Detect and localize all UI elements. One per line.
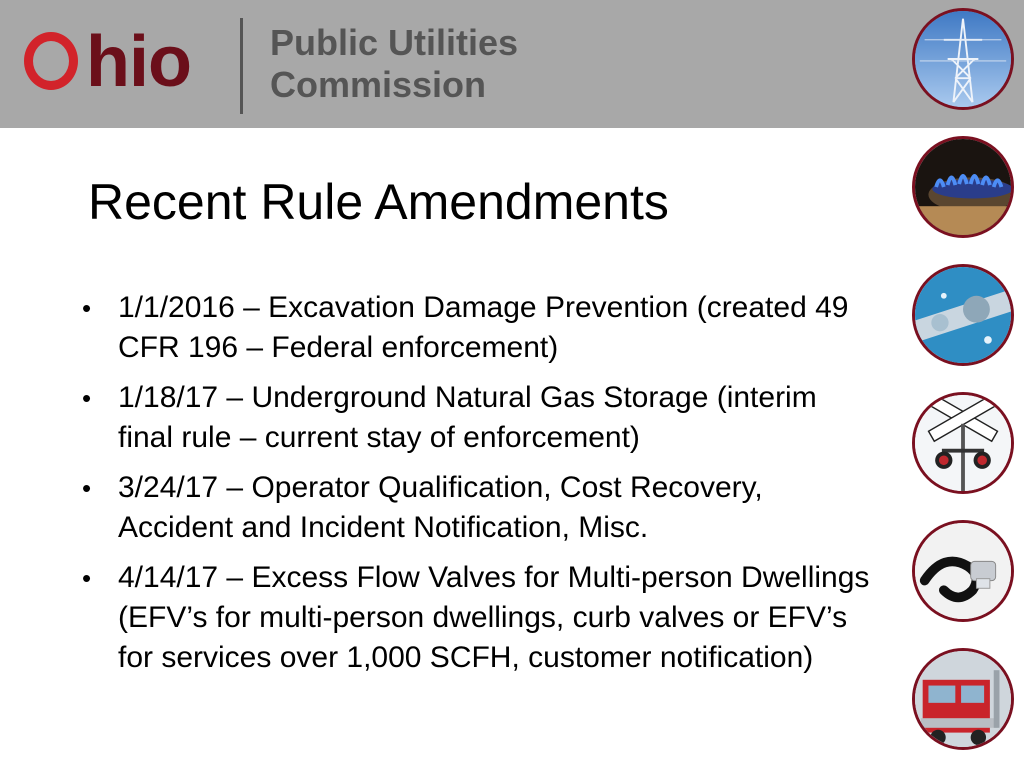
logo-divider (240, 18, 243, 114)
bullet-text: 1/1/2016 – Excavation Damage Prevention (created 49 CFR 196 – Federal enforcement) (118, 291, 849, 364)
slide-title: Recent Rule Amendments (88, 174, 669, 230)
gas-burner-photo (912, 136, 1014, 238)
bullet-item (70, 468, 880, 548)
bullet-marker: • (82, 563, 92, 593)
bullet-marker: • (82, 383, 92, 413)
ohio-o-ring (24, 32, 78, 90)
railroad-crossing-photo (912, 392, 1014, 494)
bullet-text: 3/24/17 – Operator Qualification, Cost Recovery, Accident and Incident Notification, Misc. (118, 471, 763, 544)
bullet-text: 4/14/17 – Excess Flow Valves for Multi-person Dwellings (EFV’s for multi-person dwellings, curb valves or EFV’s for services over 1,000 SCFH, customer notification) (118, 561, 870, 674)
ohio-wordmark-text: hio (86, 22, 191, 102)
bullet-list (70, 288, 880, 688)
header-bar (0, 0, 1024, 128)
red-truck-photo (912, 648, 1014, 750)
bullet-item (70, 288, 880, 368)
agency-name-line1: Public Utilities (270, 22, 519, 63)
cable-plug-photo (912, 520, 1014, 622)
agency-name-line2: Commission (270, 64, 487, 105)
power-tower-photo (912, 8, 1014, 110)
ohio-puc-logo (22, 18, 582, 114)
bullet-item (70, 378, 880, 458)
side-photo-column (912, 8, 1018, 758)
ohio-wordmark (22, 22, 222, 102)
agency-name (270, 22, 518, 106)
bullet-marker: • (82, 473, 92, 503)
bullet-text: 1/18/17 – Underground Natural Gas Storage (interim final rule – current stay of enforcement) (118, 381, 817, 454)
water-pipe-photo (912, 264, 1014, 366)
bullet-item (70, 558, 880, 678)
bullet-marker: • (82, 293, 92, 323)
